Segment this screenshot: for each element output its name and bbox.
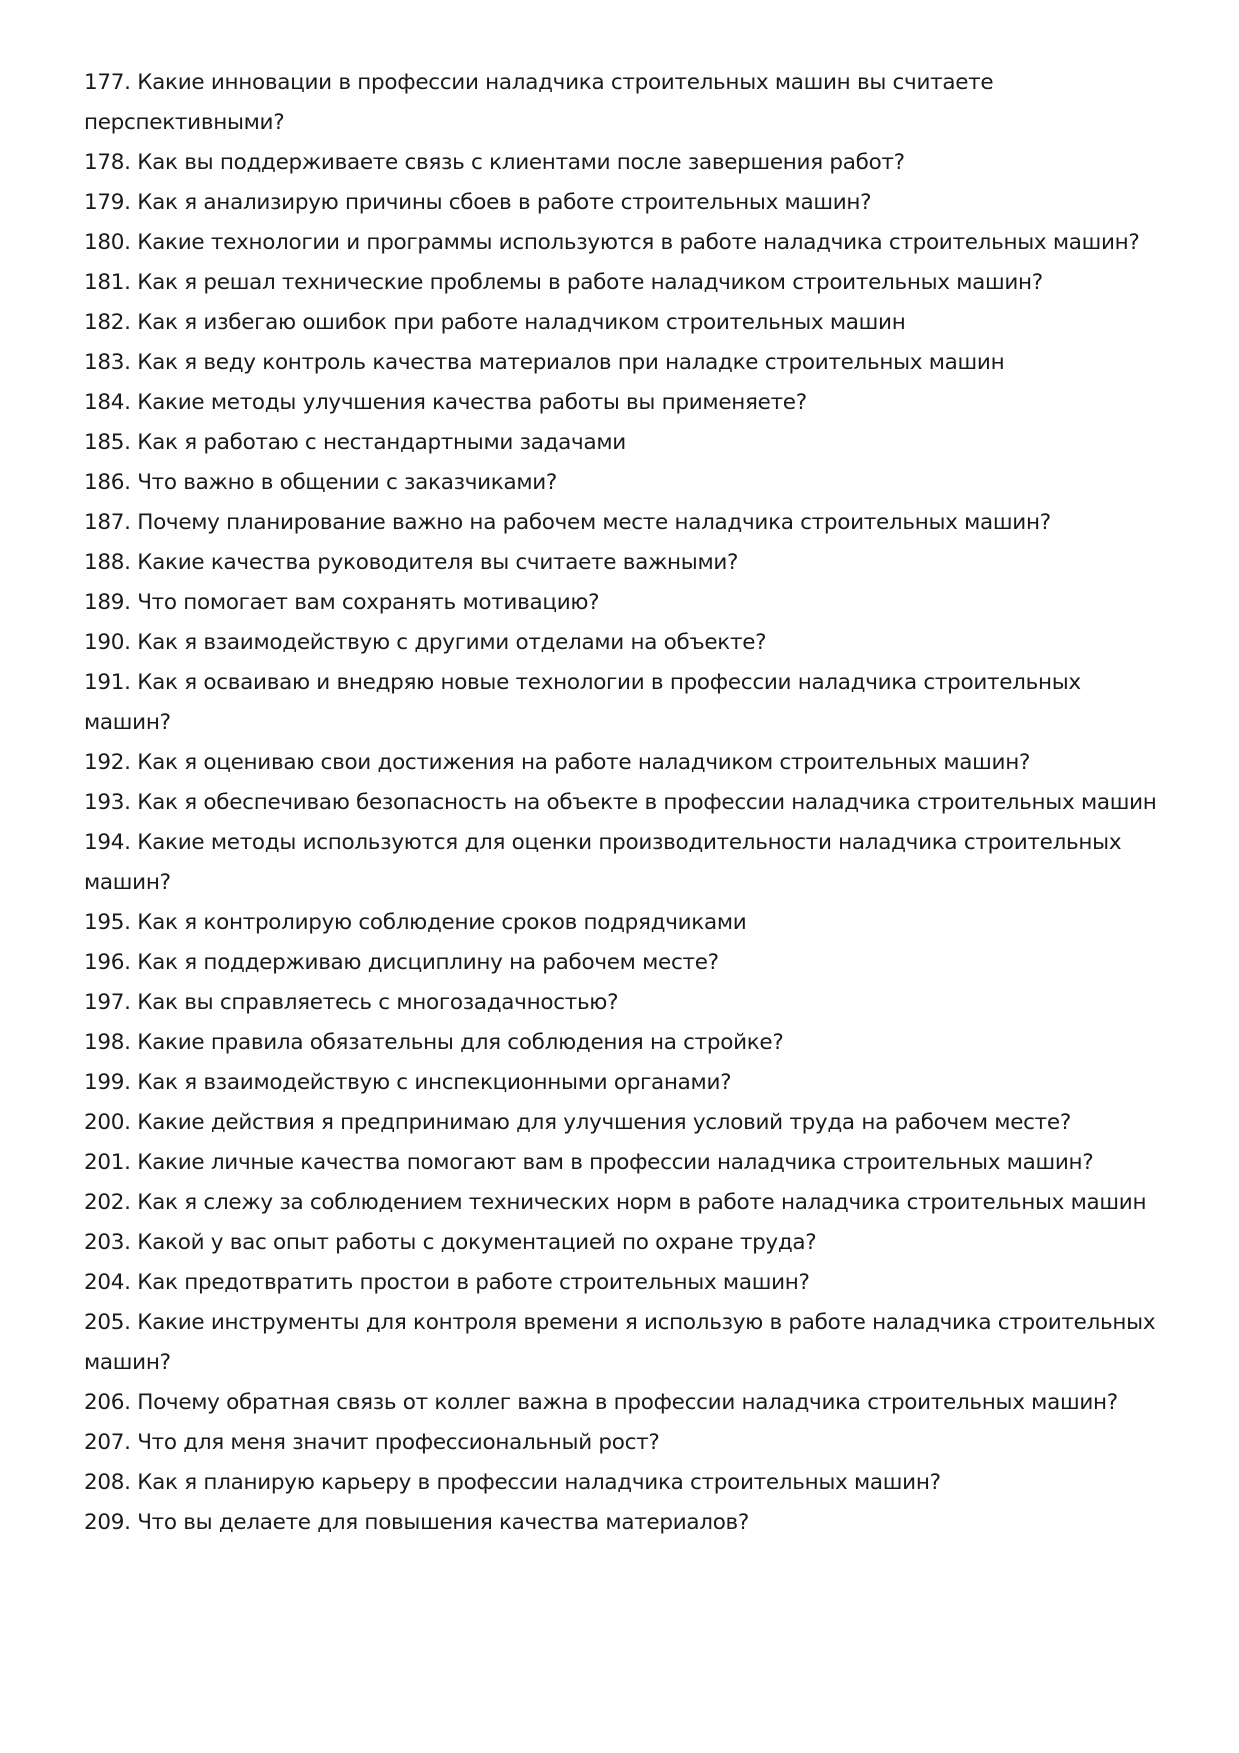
list-item: 185. Как я работаю с нестандартными задачами: [84, 430, 626, 455]
list-item: 204. Как предотвратить простои в работе строительных машин?: [84, 1270, 810, 1295]
list-item: 192. Как я оцениваю свои достижения на работе наладчиком строительных машин?: [84, 750, 1031, 775]
question-list: [84, 63, 1164, 1543]
list-item: 181. Как я решал технические проблемы в работе наладчиком строительных машин?: [84, 270, 1043, 295]
list-item: 207. Что для меня значит профессиональный рост?: [84, 1430, 660, 1455]
list-item: 209. Что вы делаете для повышения качества материалов?: [84, 1510, 750, 1535]
list-item: 200. Какие действия я предпринимаю для улучшения условий труда на рабочем месте?: [84, 1110, 1071, 1135]
list-item: 194. Какие методы используются для оценки производительности наладчика строительных машин?: [84, 830, 1122, 895]
list-item: 178. Как вы поддерживаете связь с клиентами после завершения работ?: [84, 150, 905, 175]
list-item: 199. Как я взаимодействую с инспекционными органами?: [84, 1070, 732, 1095]
list-item: 193. Как я обеспечиваю безопасность на объекте в профессии наладчика строительных машин: [84, 790, 1157, 815]
list-item: 183. Как я веду контроль качества материалов при наладке строительных машин: [84, 350, 1005, 375]
list-item: 184. Какие методы улучшения качества работы вы применяете?: [84, 390, 807, 415]
list-item: 180. Какие технологии и программы используются в работе наладчика строительных машин?: [84, 230, 1140, 255]
list-item: 198. Какие правила обязательны для соблюдения на стройке?: [84, 1030, 784, 1055]
list-item: 201. Какие личные качества помогают вам в профессии наладчика строительных машин?: [84, 1150, 1094, 1175]
list-item: 177. Какие инновации в профессии наладчика строительных машин вы считаете перспективными?: [84, 70, 994, 135]
list-item: 190. Как я взаимодействую с другими отделами на объекте?: [84, 630, 767, 655]
list-item: 197. Как вы справляетесь с многозадачностью?: [84, 990, 619, 1015]
list-item: 196. Как я поддерживаю дисциплину на рабочем месте?: [84, 950, 719, 975]
list-item: 188. Какие качества руководителя вы считаете важными?: [84, 550, 739, 575]
list-item: 189. Что помогает вам сохранять мотивацию?: [84, 590, 600, 615]
list-item: 206. Почему обратная связь от коллег важна в профессии наладчика строительных машин?: [84, 1390, 1118, 1415]
list-item: 208. Как я планирую карьеру в профессии наладчика строительных машин?: [84, 1470, 941, 1495]
list-item: 179. Как я анализирую причины сбоев в работе строительных машин?: [84, 190, 872, 215]
list-item: 205. Какие инструменты для контроля времени я использую в работе наладчика строительных машин?: [84, 1310, 1156, 1375]
list-item: 195. Как я контролирую соблюдение сроков подрядчиками: [84, 910, 747, 935]
list-item: 187. Почему планирование важно на рабочем месте наладчика строительных машин?: [84, 510, 1051, 535]
list-item: 191. Как я осваиваю и внедряю новые технологии в профессии наладчика строительных машин?: [84, 670, 1081, 735]
list-item: 202. Как я слежу за соблюдением технических норм в работе наладчика строительных машин: [84, 1190, 1147, 1215]
list-item: 203. Какой у вас опыт работы с документацией по охране труда?: [84, 1230, 817, 1255]
list-item: 182. Как я избегаю ошибок при работе наладчиком строительных машин: [84, 310, 906, 335]
list-item: 186. Что важно в общении с заказчиками?: [84, 470, 558, 495]
